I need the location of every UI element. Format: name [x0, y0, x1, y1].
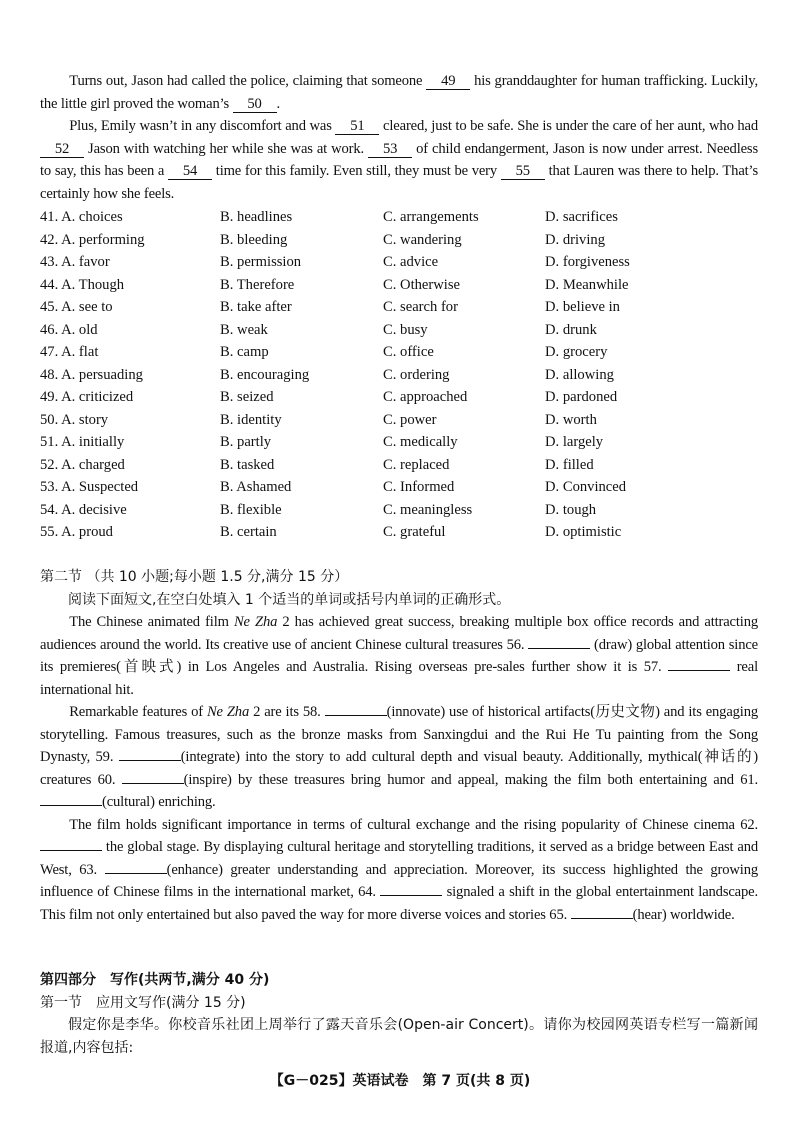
blank-51: 51 [335, 118, 379, 135]
option-row: 46. A. old B. weak C. busy D. drunk [40, 321, 597, 338]
blank-61[interactable] [40, 791, 102, 806]
blank-65[interactable] [571, 904, 633, 919]
paragraph: Remarkable features of Ne Zha 2 are its 58. (innovate) use of historical artifacts(历史文物) and its engaging storytelling. Famous treasures, such as the bronze masks from Sanxingdui and the Rui He Tu painting from the Song Dynasty, 59. (integrate) into the story to add cultural depth and visual beauty. Additionally, mythical(神话的) creatures 60. (inspire) by these treasures bring humor and appeal, making the film both entertaining and 61. (cultural) enriching. [40, 701, 758, 814]
page-footer: 【G－025】英语试卷 第 7 页(共 8 页) [269, 1073, 531, 1089]
option-row: 44. A. Though B. Therefore C. Otherwise D. Meanwhile [40, 276, 629, 293]
paragraph: The Chinese animated film Ne Zha 2 has achieved great success, breaking multiple box office records and attracting audiences around the world. Its creative use of ancient Chinese cultural treasures 56. (draw) global attention since its premieres(首映式) in Los Angeles and Australia. Rising overseas pre-sales further show it is 57. real international hit. [40, 614, 758, 698]
option-row: 48. A. persuading B. encouraging C. ordering D. allowing [40, 366, 614, 383]
option-row: 45. A. see to B. take after C. search for D. believe in [40, 299, 620, 315]
blank-49: 49 [426, 73, 470, 90]
option-row: 47. A. flat B. camp C. office D. grocery [40, 344, 608, 360]
option-row: 53. A. Suspected B. Ashamed C. Informed D. Convinced [40, 479, 627, 495]
film-title: Ne Zha [206, 704, 250, 720]
option-row: 52. A. charged B. tasked C. replaced D. filled [40, 456, 594, 473]
blank-56[interactable] [528, 634, 590, 649]
option-row: 50. A. story B. identity C. power D. worth [40, 411, 597, 428]
paragraph: Plus, Emily wasn’t in any discomfort and was 51 cleared, just to be safe. She is under the care of her aunt, who had 52 Jason with watching her while she was at work. 53 of child endangerment, Jason is now under arrest. Needless to say, this has been a 54 time for this family. Even still, they must be very 55 that Lauren was there to help. That’s certainly how she feels. [40, 118, 758, 202]
blank-64[interactable] [380, 881, 442, 896]
option-row: 54. A. decisive B. flexible C. meaningless D. tough [40, 501, 597, 518]
blank-55: 55 [501, 163, 545, 180]
option-row: 51. A. initially B. partly C. medically D. largely [40, 434, 604, 450]
blank-62[interactable] [40, 836, 102, 851]
blank-50: 50 [233, 96, 277, 113]
section-heading: 第一节 应用文写作(满分 15 分) [40, 994, 246, 1011]
writing-prompt: 假定你是李华。你校音乐社团上周举行了露天音乐会(Open-air Concert)。请你为校园网英语专栏写一篇新闻报道,内容包括: [40, 1017, 758, 1056]
cloze-passage-end [40, 70, 758, 205]
film-title: Ne Zha [233, 614, 278, 630]
option-row: 42. A. performing B. bleeding C. wandering D. driving [40, 231, 605, 248]
blank-60[interactable] [122, 769, 184, 784]
paragraph: The film holds significant importance in terms of cultural exchange and the rising popularity of Chinese cinema 62. the global stage. By displaying cultural heritage and storytelling traditions, it served as a bridge between East and West, 63. (enhance) greater understanding and appreciation. Moreover, its success highlighted the growing influence of Chinese films in the international market, 64. signaled a shift in the global entertainment landscape. This film not only entertained but also paved the way for more diverse voices and stories 65. (hear) worldwide. [40, 816, 758, 923]
blank-52: 52 [40, 141, 84, 158]
blank-57[interactable] [668, 656, 730, 671]
option-row: 55. A. proud B. certain C. grateful D. optimistic [40, 524, 622, 540]
section-2 [40, 566, 758, 926]
option-row: 49. A. criticized B. seized C. approached D. pardoned [40, 389, 618, 405]
blank-53: 53 [368, 141, 412, 158]
option-row: 41. A. choices B. headlines C. arrangements D. sacrifices [40, 209, 618, 225]
part-heading: 第四部分 写作(共两节,满分 40 分) [40, 972, 270, 988]
section-instruction: 阅读下面短文,在空白处填入 1 个适当的单词或括号内单词的正确形式。 [68, 591, 511, 608]
answer-options [40, 206, 758, 544]
paragraph: Turns out, Jason had called the police, claiming that someone 49 his granddaughter for human trafficking. Luckily, the little girl proved the woman’s 50 . [40, 73, 758, 112]
blank-63[interactable] [105, 859, 167, 874]
part-4-writing [40, 969, 758, 1059]
blank-59[interactable] [119, 746, 181, 761]
option-row: 43. A. favor B. permission C. advice D. forgiveness [40, 254, 630, 270]
blank-54: 54 [168, 163, 212, 180]
blank-58[interactable] [325, 701, 387, 716]
section-heading: 第二节 （共 10 小题;每小题 1.5 分,满分 15 分） [40, 569, 349, 585]
